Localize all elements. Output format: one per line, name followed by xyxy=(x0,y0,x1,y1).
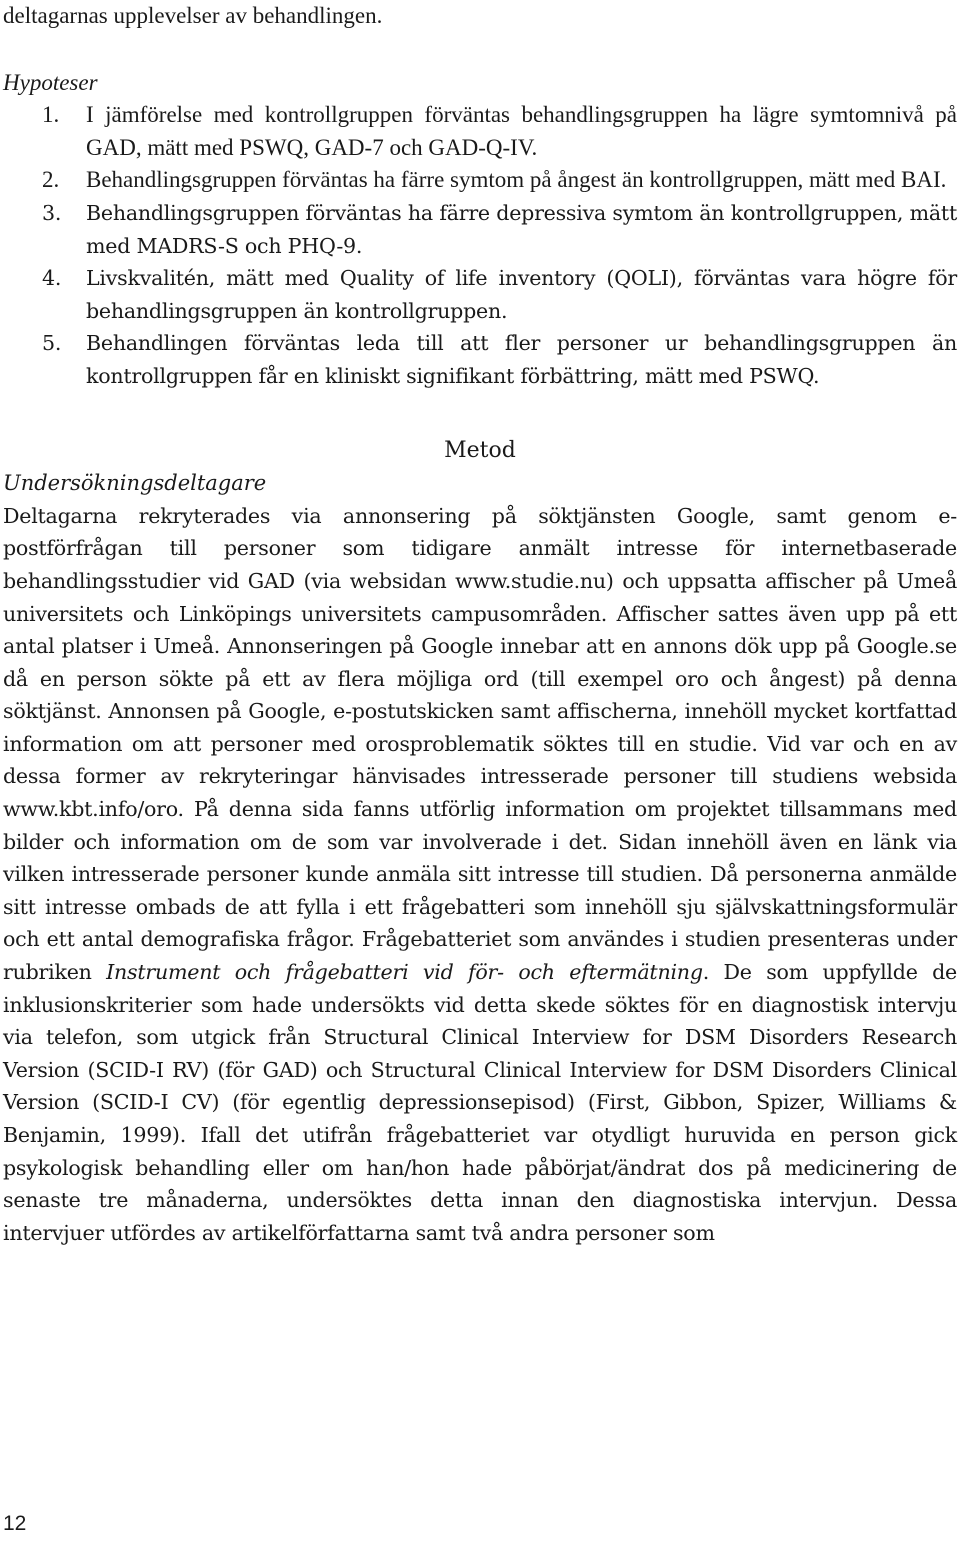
hypothesis-item xyxy=(3,164,957,197)
hypothesis-item xyxy=(3,197,957,262)
hypothesis-text: Behandlingsgruppen förväntas ha färre depressiva symtom än kontrollgruppen, mätt med MADRS-S och PHQ-9. xyxy=(86,200,957,258)
hypothesis-number: 4. xyxy=(42,266,62,291)
paragraph-text-part-1: Deltagarna rekryterades via annonsering på söktjänsten Google, samt genom e-postförfrågan till personer som tidigare anmält intresse för internetbaserade behandlingsstudier vid GAD (via websidan www.studie.nu) och uppsatta affischer på Umeå universitets och Linköpings universitets campusområden. Affischer sattes även upp på ett antal platser i Umeå. Annonseringen på Google innebar att en annons dök upp på Google.se då en person sökte på ett av flera möjliga ord (till exempel oro och ångest) på denna söktjänst. Annonsen på Google, e-postutskicken samt affischerna, innehöll mycket kortfattad information om att personer med orosproblematik söktes till en studie. Vid var och en av dessa former av rekryteringar hänvisades intresserade personer till studiens websida www.kbt.info/oro. På denna sida fanns utförlig information om projektet tillsammans med bilder och information om de som var involverade i det. Sidan innehöll även en länk via vilken intresserade personer kunde anmäla sitt intresse till studien. Då personerna anmälde sitt intresse ombads de att fylla i ett frågebatteri som innehöll sju självskattningsformulär och ett antal demografiska frågor. Frågebatteriet som användes i studien presenteras under rubriken xyxy=(3,503,957,985)
hypotheses-list xyxy=(3,99,957,392)
hypothesis-number: 5. xyxy=(42,331,62,356)
paragraph-italic-reference: Instrument och frågebatteri vid för- och eftermätning xyxy=(106,960,703,985)
continuation-line: deltagarnas upplevelser av behandlingen. xyxy=(3,3,383,28)
hypothesis-text: I jämförelse med kontrollgruppen förväntas behandlingsgruppen ha lägre symtomnivå på GAD, mätt med PSWQ, GAD-7 och GAD-Q-IV. xyxy=(86,102,957,160)
hypothesis-number: 2. xyxy=(42,167,60,193)
hypothesis-number: 1. xyxy=(42,102,60,128)
paragraph-text-part-2: . De som uppfyllde de inklusionskriterier som hade undersökts vid detta skede söktes för en diagnostisk intervju via telefon, som utgick från Structural Clinical Interview for DSM Disorders Research Version (SCID-I RV) (för GAD) och Structural Clinical Interview for DSM Disorders Clinical Version (SCID-I CV) (för egentlig depressionsepisod) (First, Gibbon, Spizer, Williams & Benjamin, 1999). Ifall det utifrån frågebatteriet var otydligt huruvida en person gick psykologisk behandling eller om han/hon hade påbörjat/ändrat dos på medicinering de senaste tre månaderna, undersöktes detta innan den diagnostiska intervjun. Dessa intervjuer utfördes av artikelförfattarna samt två andra personer som xyxy=(3,960,957,1245)
hypothesis-text: Behandlingen förväntas leda till att fler personer ur behandlingsgruppen än kontrollgruppen får en kliniskt signifikant förbättring, mätt med PSWQ. xyxy=(86,331,957,388)
body-paragraph xyxy=(3,500,957,1250)
hypothesis-item xyxy=(3,99,957,164)
hypothesis-item xyxy=(3,262,957,327)
subsection-heading: Undersökningsdeltagare xyxy=(3,471,267,496)
hypotheses-heading: Hypoteser xyxy=(3,69,98,95)
page-number: 12 xyxy=(3,1512,27,1535)
hypothesis-text: Behandlingsgruppen förväntas ha färre symtom på ångest än kontrollgruppen, mätt med BAI. xyxy=(86,167,947,193)
hypothesis-number: 3. xyxy=(42,200,62,225)
section-title: Metod xyxy=(444,437,516,463)
hypothesis-item xyxy=(3,327,957,392)
hypothesis-text: Livskvalitén, mätt med Quality of life inventory (QOLI), förväntas vara högre för behandlingsgruppen än kontrollgruppen. xyxy=(86,266,957,323)
page-content xyxy=(3,0,957,1249)
